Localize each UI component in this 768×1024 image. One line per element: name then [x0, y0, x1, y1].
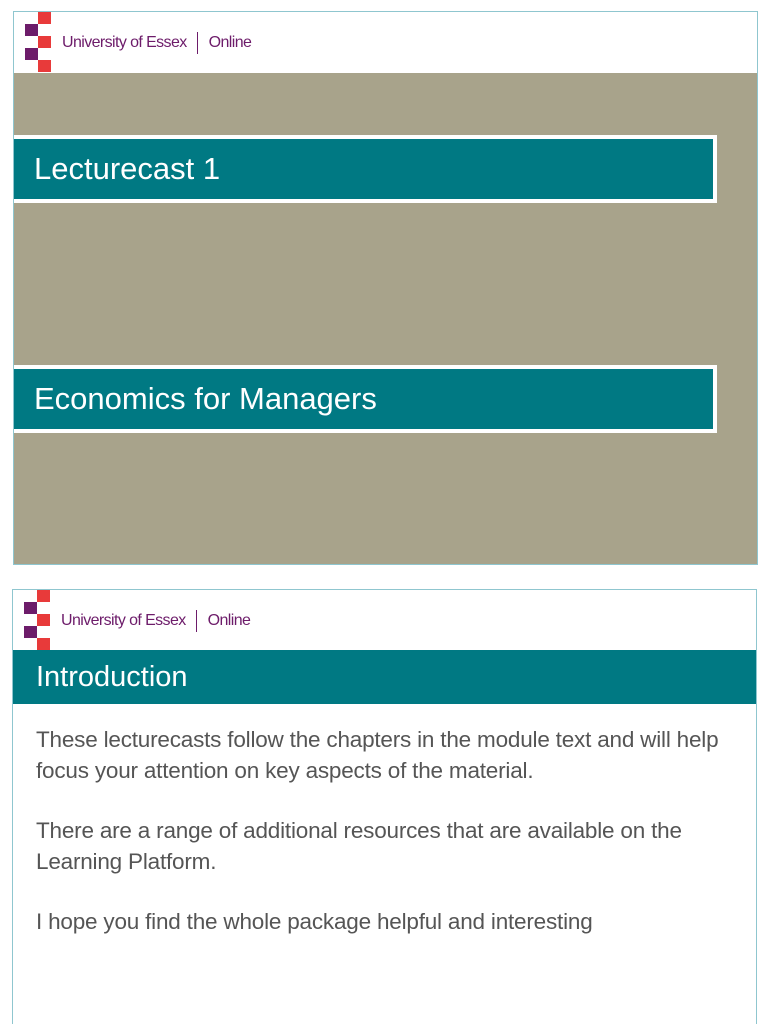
- university-name: University of Essex: [61, 612, 186, 629]
- module-title: Economics for Managers: [34, 381, 377, 416]
- university-logo-icon: [24, 590, 50, 652]
- introduction-slide: [12, 589, 757, 1024]
- university-logo-icon: [25, 12, 51, 74]
- slide-header: [13, 590, 756, 650]
- section-title: Introduction: [36, 660, 188, 693]
- body-paragraph: These lecturecasts follow the chapters in the module text and will help focus your attention on key aspects of the material.: [36, 727, 719, 783]
- lecture-title-band: [13, 135, 717, 203]
- section-title-bar: [13, 650, 756, 704]
- slide-body: [36, 724, 751, 966]
- university-wordmark: [62, 32, 251, 54]
- university-wordmark: [61, 610, 250, 632]
- wordmark-divider: [197, 32, 198, 54]
- division-name: Online: [207, 612, 251, 629]
- lecture-title: Lecturecast 1: [34, 151, 221, 186]
- slide-header: [14, 12, 757, 73]
- body-paragraph: There are a range of additional resources that are available on the Learning Platform.: [36, 818, 682, 874]
- module-title-band: [13, 365, 717, 433]
- division-name: Online: [208, 34, 252, 51]
- body-paragraph: I hope you find the whole package helpful and interesting: [36, 909, 593, 934]
- title-slide: [13, 11, 758, 565]
- slide-background: [14, 73, 757, 565]
- wordmark-divider: [196, 610, 197, 632]
- university-name: University of Essex: [62, 34, 187, 51]
